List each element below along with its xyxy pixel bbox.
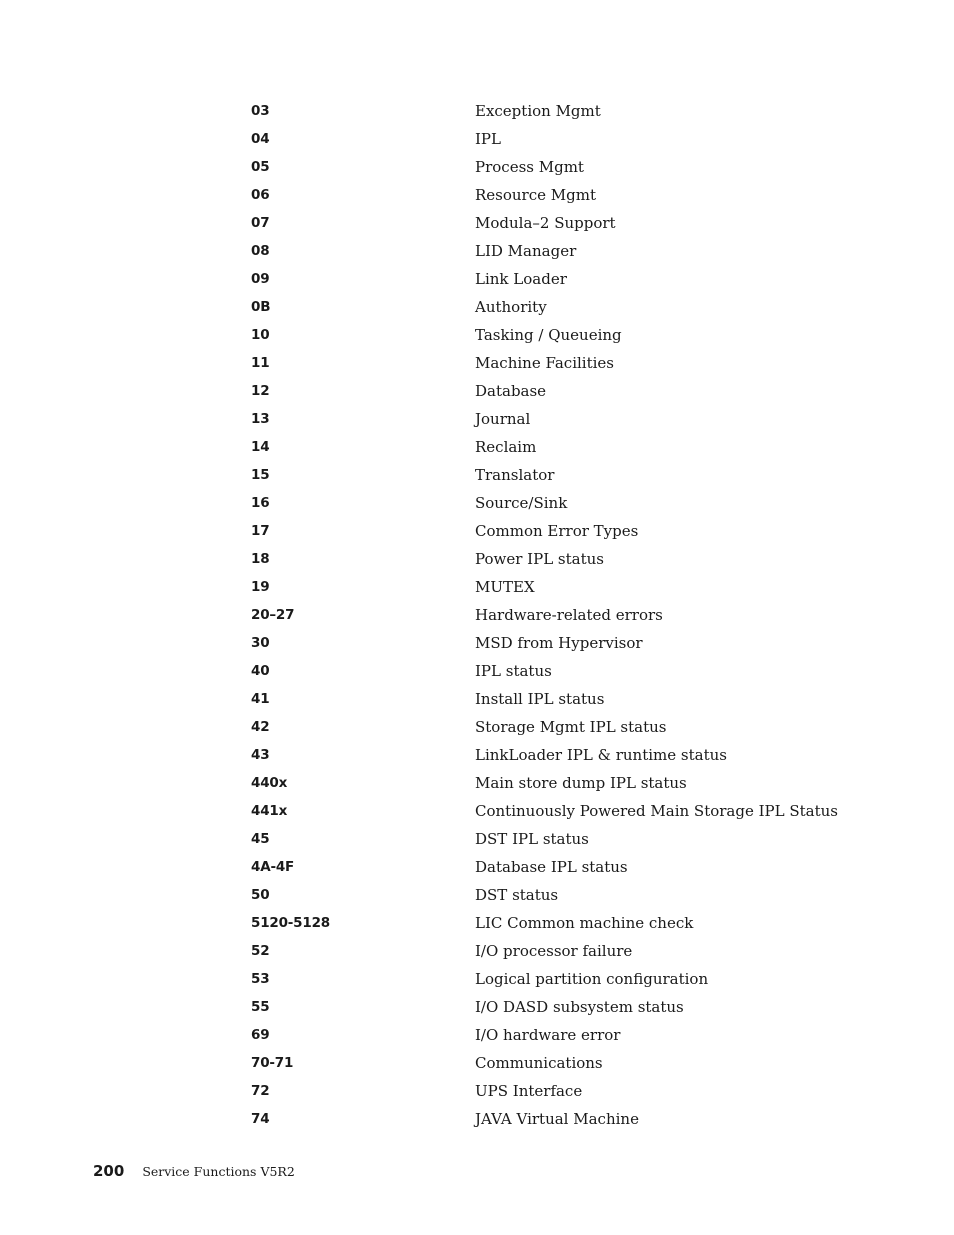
item-description: DST status <box>475 886 559 904</box>
list-item <box>251 1077 871 1105</box>
list-item <box>251 181 871 209</box>
item-description: Hardware-related errors <box>475 606 663 624</box>
item-description: LinkLoader IPL & runtime status <box>475 746 727 764</box>
item-code: 14 <box>251 439 270 455</box>
list-item <box>251 153 871 181</box>
item-code: 440x <box>251 775 288 791</box>
item-description: Common Error Types <box>475 522 639 540</box>
item-description: Translator <box>475 466 555 484</box>
item-description: Journal <box>475 410 531 428</box>
item-description: Machine Facilities <box>475 354 614 372</box>
item-code: 53 <box>251 971 270 987</box>
item-description: Reclaim <box>475 438 537 456</box>
list-item <box>251 601 871 629</box>
item-code: 05 <box>251 159 270 175</box>
list-item <box>251 713 871 741</box>
list-item <box>251 993 871 1021</box>
item-code: 19 <box>251 579 270 595</box>
list-item <box>251 321 871 349</box>
item-code: 10 <box>251 327 270 343</box>
item-description: Modula–2 Support <box>475 214 616 232</box>
list-item <box>251 937 871 965</box>
item-description: Main store dump IPL status <box>475 774 687 792</box>
item-description: I/O DASD subsystem status <box>475 998 684 1016</box>
list-item <box>251 797 871 825</box>
item-code: 41 <box>251 691 270 707</box>
item-description: DST IPL status <box>475 830 589 848</box>
item-code: 11 <box>251 355 270 371</box>
item-code: 08 <box>251 243 270 259</box>
list-item <box>251 965 871 993</box>
list-item <box>251 489 871 517</box>
item-code: 16 <box>251 495 270 511</box>
item-code: 55 <box>251 999 270 1015</box>
item-code: 45 <box>251 831 270 847</box>
list-item <box>251 629 871 657</box>
list-item <box>251 433 871 461</box>
item-description: Communications <box>475 1054 603 1072</box>
item-code: 03 <box>251 103 270 119</box>
item-code: 18 <box>251 551 270 567</box>
item-description: I/O hardware error <box>475 1026 621 1044</box>
item-code: 74 <box>251 1111 270 1127</box>
list-item <box>251 853 871 881</box>
item-description: Exception Mgmt <box>475 102 601 120</box>
list-item <box>251 97 871 125</box>
page-number: 200 <box>93 1162 125 1180</box>
item-code: 43 <box>251 747 270 763</box>
item-code: 15 <box>251 467 270 483</box>
list-item <box>251 293 871 321</box>
item-description: Authority <box>475 298 547 316</box>
list-item <box>251 377 871 405</box>
item-code: 5120-5128 <box>251 915 330 931</box>
item-code: 04 <box>251 131 270 147</box>
item-description: Source/Sink <box>475 494 568 512</box>
item-description: Power IPL status <box>475 550 604 568</box>
item-code: 07 <box>251 215 270 231</box>
item-description: I/O processor failure <box>475 942 633 960</box>
list-item <box>251 573 871 601</box>
item-code: 50 <box>251 887 270 903</box>
item-description: LIC Common machine check <box>475 914 694 932</box>
item-description: Tasking / Queueing <box>475 326 622 344</box>
list-item <box>251 909 871 937</box>
list-item <box>251 741 871 769</box>
item-code: 12 <box>251 383 270 399</box>
item-description: Link Loader <box>475 270 567 288</box>
item-code: 441x <box>251 803 288 819</box>
item-description: IPL <box>475 130 501 148</box>
item-description: LID Manager <box>475 242 577 260</box>
item-description: Storage Mgmt IPL status <box>475 718 667 736</box>
code-list <box>251 97 871 1133</box>
item-description: Process Mgmt <box>475 158 584 176</box>
item-description: Database <box>475 382 547 400</box>
list-item <box>251 209 871 237</box>
item-code: 52 <box>251 943 270 959</box>
list-item <box>251 125 871 153</box>
list-item <box>251 1049 871 1077</box>
item-description: Logical partition configuration <box>475 970 709 988</box>
item-code: 20–27 <box>251 607 295 623</box>
item-code: 13 <box>251 411 270 427</box>
list-item <box>251 349 871 377</box>
list-item <box>251 769 871 797</box>
list-item <box>251 237 871 265</box>
page-footer <box>93 1162 295 1180</box>
item-description: Install IPL status <box>475 690 605 708</box>
list-item <box>251 881 871 909</box>
item-description: Resource Mgmt <box>475 186 596 204</box>
item-code: 69 <box>251 1027 270 1043</box>
item-code: 70-71 <box>251 1055 294 1071</box>
list-item <box>251 825 871 853</box>
item-code: 17 <box>251 523 270 539</box>
item-description: MSD from Hypervisor <box>475 634 643 652</box>
list-item <box>251 545 871 573</box>
item-description: Continuously Powered Main Storage IPL Status <box>475 802 838 820</box>
item-description: Database IPL status <box>475 858 628 876</box>
list-item <box>251 657 871 685</box>
list-item <box>251 265 871 293</box>
item-code: 40 <box>251 663 270 679</box>
item-description: UPS Interface <box>475 1082 583 1100</box>
item-description: MUTEX <box>475 578 535 596</box>
item-code: 30 <box>251 635 270 651</box>
list-item <box>251 1021 871 1049</box>
list-item <box>251 405 871 433</box>
item-description: JAVA Virtual Machine <box>475 1110 639 1128</box>
list-item <box>251 1105 871 1133</box>
item-code: 0B <box>251 299 271 315</box>
item-code: 06 <box>251 187 270 203</box>
item-code: 42 <box>251 719 270 735</box>
item-code: 09 <box>251 271 270 287</box>
list-item <box>251 517 871 545</box>
list-item <box>251 685 871 713</box>
document-title: Service Functions V5R2 <box>142 1164 295 1179</box>
list-item <box>251 461 871 489</box>
item-description: IPL status <box>475 662 552 680</box>
item-code: 72 <box>251 1083 270 1099</box>
item-code: 4A-4F <box>251 859 295 875</box>
